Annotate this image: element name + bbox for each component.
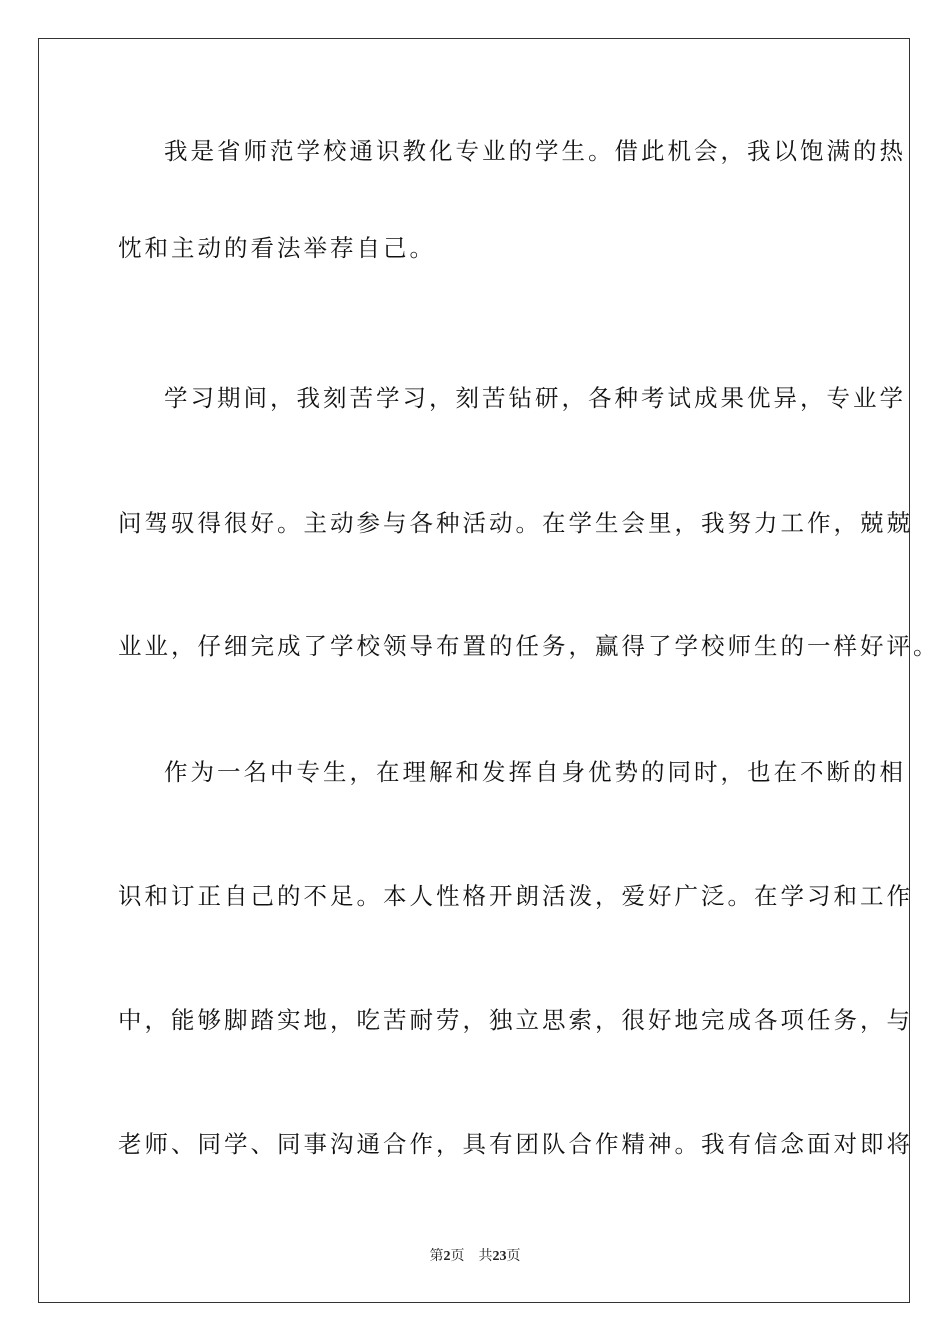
paragraph-3-line-4: 老师、同学、同事沟通合作，具有团队合作精神。我有信念面对即将 bbox=[118, 1130, 913, 1158]
footer-total-pages: 23 bbox=[492, 1249, 507, 1264]
paragraph-2-line-3: 业业，仔细完成了学校领导布置的任务，赢得了学校师生的一样好评。 bbox=[118, 632, 940, 660]
paragraph-2-line-1: 学习期间，我刻苦学习，刻苦钻研，各种考试成果优异，专业学 bbox=[164, 384, 906, 412]
page-footer bbox=[0, 1245, 950, 1265]
footer-page-prefix: 第 bbox=[429, 1248, 444, 1264]
paragraph-1-line-1: 我是省师范学校通识教化专业的学生。借此机会，我以饱满的热 bbox=[164, 137, 906, 165]
footer-total-prefix: 共 bbox=[478, 1248, 493, 1264]
footer-total-suffix: 页 bbox=[506, 1248, 521, 1264]
footer-page-suffix: 页 bbox=[450, 1248, 465, 1264]
paragraph-3-line-1: 作为一名中专生，在理解和发挥自身优势的同时，也在不断的相 bbox=[164, 758, 906, 786]
paragraph-3-line-3: 中，能够脚踏实地，吃苦耐劳，独立思索，很好地完成各项任务，与 bbox=[118, 1006, 913, 1034]
paragraph-1-line-2: 忱和主动的看法举荐自己。 bbox=[118, 234, 436, 262]
paragraph-2-line-2: 问驾驭得很好。主动参与各种活动。在学生会里，我努力工作，兢兢 bbox=[118, 509, 913, 537]
paragraph-3-line-2: 识和订正自己的不足。本人性格开朗活泼，爱好广泛。在学习和工作 bbox=[118, 882, 913, 910]
footer-page-number: 2 bbox=[443, 1249, 451, 1264]
